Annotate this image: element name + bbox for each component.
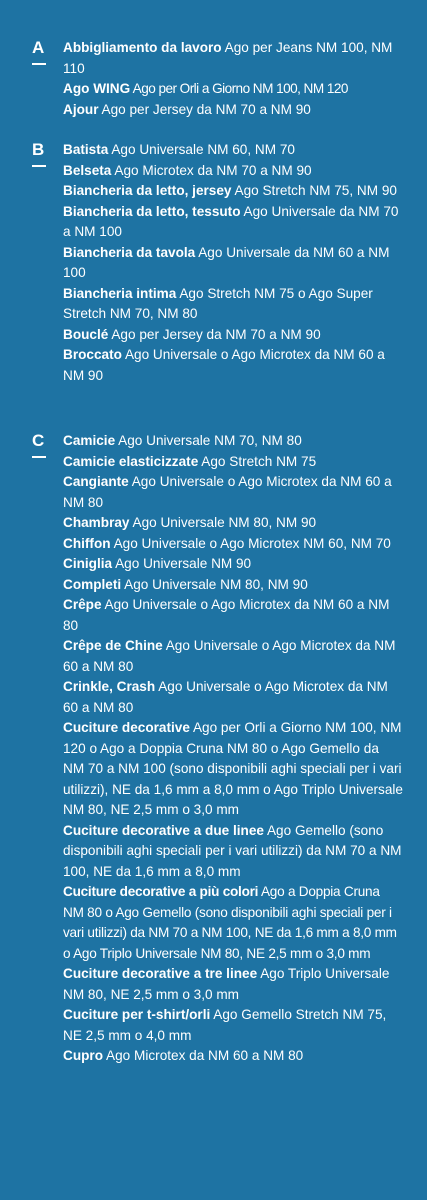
entry-desc: Ago Universale NM 80, NM 90	[129, 515, 317, 530]
entry-list	[63, 140, 403, 386]
entry	[63, 513, 403, 534]
entry	[63, 1005, 403, 1046]
entry-term: Biancheria da letto, jersey	[63, 183, 232, 198]
entry-term: Abbigliamento da lavoro	[63, 40, 222, 55]
entry-term: Completi	[63, 576, 122, 592]
entry	[63, 100, 403, 121]
entry	[63, 79, 403, 100]
entry-term: Cupro	[63, 1048, 104, 1063]
entry	[63, 161, 403, 182]
entry-term: Biancheria da tavola	[63, 244, 196, 260]
entry-desc: Ago Universale da NM 60 a NM 100	[63, 244, 390, 280]
entry-desc: Ago Universale NM 70, NM 80	[115, 433, 302, 448]
entry	[63, 284, 403, 325]
entry-term: Cangiante	[63, 474, 129, 489]
entry	[63, 140, 403, 161]
entry	[63, 325, 403, 346]
entry-desc: Ago a Doppia Cruna NM 80 o Ago Gemello (sono disponibili aghi speciali per i vari utilizzi) da NM 70 a NM 100, NE da 1,6 mm a 8,0 mm o Ago Triplo Universale NM 80, NE 2,5 mm o 3,0 mm	[63, 884, 397, 961]
entry-term: Cuciture decorative a tre linee	[63, 966, 258, 981]
entry-desc: Ago Microtex da NM 70 a NM 90	[111, 162, 312, 178]
entry-term: Camicie	[63, 433, 116, 448]
entry	[63, 243, 403, 284]
entry	[63, 181, 403, 202]
entry-term: Crinkle, Crash	[63, 679, 156, 694]
entry-term: Cuciture decorative a due linee	[63, 822, 264, 838]
entry-desc: Ago Universale NM 60, NM 70	[108, 142, 295, 157]
entry	[63, 964, 403, 1005]
entry	[63, 636, 403, 677]
entry	[63, 452, 403, 473]
letter-underline	[32, 63, 46, 65]
entry-term: Biancheria da letto, tessuto	[63, 203, 241, 219]
entry-desc: Ago Gemello Stretch NM 75, NE 2,5 mm o 4,0 mm	[63, 1007, 387, 1043]
entry	[63, 718, 403, 821]
entry-term: Batista	[63, 142, 109, 157]
entry-desc: Ago per Jeans NM 100, NM 110	[63, 40, 393, 76]
entry-term: Cuciture decorative a più colori	[63, 884, 259, 899]
entry-desc: Ago Universale o Ago Microtex da NM 60 a NM 90	[63, 347, 385, 383]
entry-desc: Ago Universale da NM 70 a NM 100	[63, 203, 399, 239]
entry-desc: Ago Universale o Ago Microtex da NM 60 a NM 80	[63, 597, 390, 633]
letter-underline	[32, 165, 46, 167]
entry-term: Cuciture per t-shirt/orli	[63, 1007, 211, 1022]
entry-desc: Ago Universale o Ago Microtex da NM 60 a NM 80	[63, 679, 388, 715]
entry	[63, 821, 403, 883]
letter-underline	[32, 456, 46, 458]
entry-term: Ajour	[63, 101, 99, 117]
entry-term: Broccato	[63, 347, 122, 362]
entry	[63, 202, 403, 243]
entry	[63, 534, 403, 555]
entry-term: Crêpe de Chine	[63, 638, 163, 653]
entry	[63, 677, 403, 718]
entry	[63, 38, 403, 79]
entry	[63, 472, 403, 513]
entry-desc: Ago Universale o Ago Microtex NM 60, NM 70	[110, 535, 391, 551]
entry	[63, 595, 403, 636]
entry	[63, 575, 403, 596]
entry-desc: Ago Stretch NM 75 o Ago Super Stretch NM 70, NM 80	[63, 285, 373, 321]
entry-desc: Ago per Orli a Giorno NM 100, NM 120 o Ago a Doppia Cruna NM 80 o Ago Gemello da NM 70 a NM 100 (sono disponibili aghi speciali per i vari utilizzi), NE da 1,6 mm a 8,0 mm o Ago Triplo Universale NM 80, NE 2,5 mm o 3,0 mm	[63, 720, 403, 817]
entry	[63, 882, 403, 964]
entry	[63, 554, 403, 575]
entry	[63, 431, 403, 452]
entry-desc: Ago Universale NM 90	[112, 556, 252, 571]
entry-desc: Ago per Jersey da NM 70 a NM 90	[108, 326, 321, 342]
entry-term: Chambray	[63, 515, 130, 530]
entry-desc: Ago per Jersey da NM 70 a NM 90	[98, 101, 311, 117]
entry-desc: Ago Stretch NM 75	[198, 453, 317, 469]
entry-desc: Ago Triplo Universale NM 80, NE 2,5 mm o 3,0 mm	[63, 966, 390, 1002]
entry-desc: Ago Gemello (sono disponibili aghi speciali per i vari utilizzi) da NM 70 a NM 100, NE da 1,6 mm a 8,0 mm	[63, 822, 402, 879]
entry-list	[63, 38, 403, 120]
entry-term: Crêpe	[63, 597, 102, 612]
entry-term: Belseta	[63, 162, 112, 178]
entry-term: Cuciture decorative	[63, 720, 190, 735]
entry-desc: Ago Universale o Ago Microtex da NM 60 a NM 80	[63, 638, 396, 674]
entry-term: Camicie elasticizzate	[63, 453, 199, 469]
entry-term: Ciniglia	[63, 556, 113, 571]
entry-desc: Ago Stretch NM 75, NM 90	[231, 183, 397, 198]
entry-desc: Ago Universale NM 80, NM 90	[121, 576, 308, 592]
section-letter: A	[32, 38, 45, 57]
entry	[63, 345, 403, 386]
entry-term: Bouclé	[63, 326, 109, 342]
entry-desc: Ago Microtex da NM 60 a NM 80	[103, 1048, 304, 1063]
entry-list	[63, 431, 403, 1067]
entry-desc: Ago Universale o Ago Microtex da NM 60 a NM 80	[63, 474, 392, 510]
entry-term: Ago WING	[63, 81, 131, 96]
entry-term: Biancheria intima	[63, 285, 177, 301]
entry-desc: Ago per Orli a Giorno NM 100, NM 120	[130, 81, 348, 96]
entry-term: Chiffon	[63, 535, 111, 551]
entry	[63, 1046, 403, 1067]
section-letter: B	[32, 140, 45, 159]
section-letter: C	[32, 431, 45, 450]
